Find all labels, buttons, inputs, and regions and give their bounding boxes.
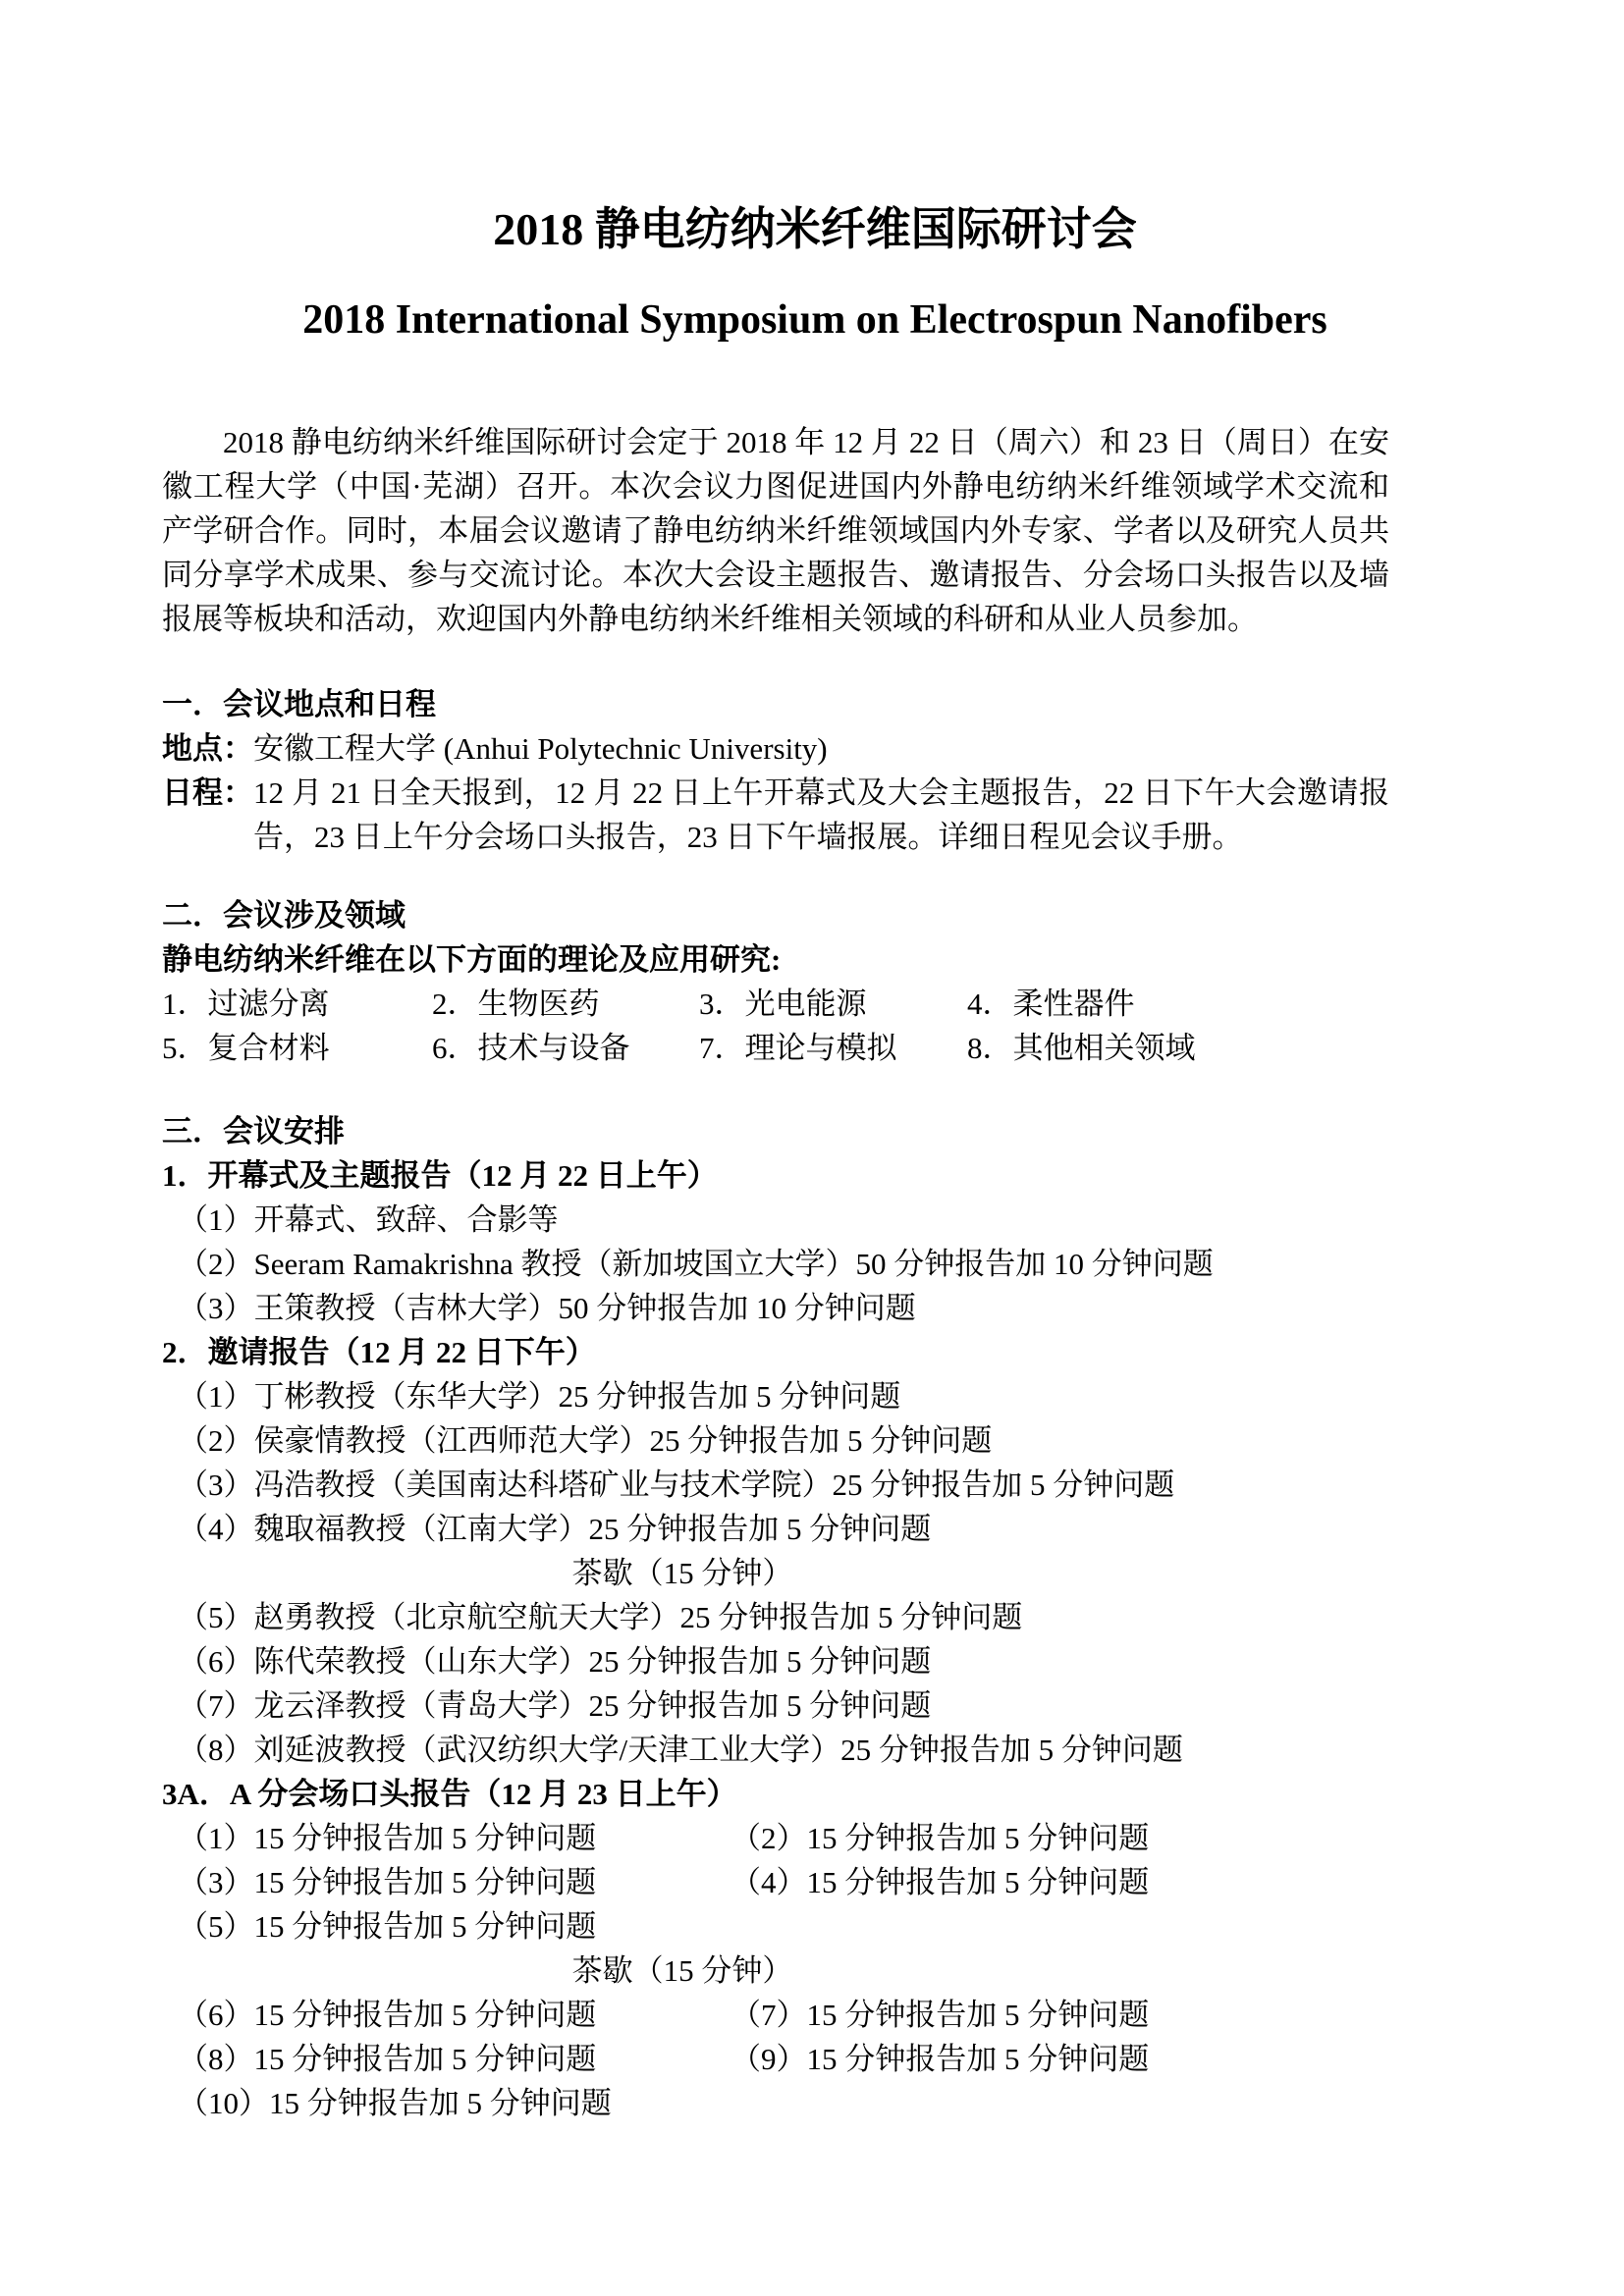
oral-row (162, 2081, 1389, 2125)
venue-value: 安徽工程大学 (Anhui Polytechnic University) (253, 731, 828, 766)
program-item: （6）陈代荣教授（山东大学）25 分钟报告加 5 分钟问题 (178, 1644, 932, 1679)
topic-item: 8．其他相关领域 (967, 1031, 1196, 1065)
topic-item: 6．技术与设备 (432, 1031, 630, 1065)
topics-row-1 (162, 982, 1389, 1026)
topic-item: 1．过滤分离 (162, 987, 330, 1021)
oral-item: （4）15 分钟报告加 5 分钟问题 (731, 1865, 1150, 1899)
oral-item: （7）15 分钟报告加 5 分钟问题 (731, 1998, 1150, 2032)
oral-row (162, 1904, 1389, 1949)
oral-item (731, 2081, 1389, 2125)
schedule-line (162, 771, 1389, 859)
section1-heading: 一．会议地点和日程 (162, 687, 436, 721)
venue-line (162, 726, 1389, 771)
oral-item: （3）15 分钟报告加 5 分钟问题 (178, 1865, 597, 1899)
oral-item: （5）15 分钟报告加 5 分钟问题 (178, 1909, 597, 1944)
section-fields (162, 893, 1389, 1070)
part1-heading: 1．开幕式及主题报告（12 月 22 日上午） (162, 1158, 718, 1193)
section-venue-schedule (162, 682, 1389, 859)
topics-row-2 (162, 1026, 1389, 1070)
program-item: （1）丁彬教授（东华大学）25 分钟报告加 5 分钟问题 (178, 1379, 901, 1414)
schedule-value: 12 月 21 日全天报到，12 月 22 日上午开幕式及大会主题报告，22 日下午大会邀请报告，23 日上午分会场口头报告，23 日下午墙报展。详细日程见会议手册。 (253, 775, 1389, 854)
topic-item: 2．生物医药 (432, 987, 600, 1021)
program-item: （3）冯浩教授（美国南达科塔矿业与技术学院）25 分钟报告加 5 分钟问题 (178, 1468, 1175, 1502)
part3a-heading: 3A．A 分会场口头报告（12 月 23 日上午） (162, 1777, 737, 1811)
program-item: （8）刘延波教授（武汉纺织大学/天津工业大学）25 分钟报告加 5 分钟问题 (178, 1733, 1183, 1767)
tea-break-line: 茶歇（15 分钟） (571, 1953, 793, 1988)
topic-item: 3．光电能源 (699, 987, 867, 1021)
program-item: （2）Seeram Ramakrishna 教授（新加坡国立大学）50 分钟报告加 10 分钟问题 (178, 1247, 1214, 1281)
topic-item: 4．柔性器件 (967, 987, 1135, 1021)
title-english: 2018 International Symposium on Electrospun Nanofibers (302, 297, 1327, 343)
tea-break-line: 茶歇（15 分钟） (571, 1556, 793, 1590)
section2-heading: 二．会议涉及领域 (162, 898, 406, 933)
program-item: （4）魏取福教授（江南大学）25 分钟报告加 5 分钟问题 (178, 1512, 932, 1546)
oral-row (162, 1860, 1389, 1904)
program-item: （1）开幕式、致辞、合影等 (178, 1202, 559, 1237)
part2-heading: 2．邀请报告（12 月 22 日下午） (162, 1335, 596, 1369)
schedule-label: 日程： (162, 775, 253, 810)
oral-item: （2）15 分钟报告加 5 分钟问题 (731, 1821, 1150, 1855)
oral-item (731, 1904, 1389, 1949)
section-program (162, 1109, 1389, 2125)
oral-row (162, 1993, 1389, 2037)
oral-item: （8）15 分钟报告加 5 分钟问题 (178, 2042, 597, 2076)
oral-row (162, 2037, 1389, 2081)
program-item: （5）赵勇教授（北京航空航天大学）25 分钟报告加 5 分钟问题 (178, 1600, 1023, 1634)
program-item: （3）王策教授（吉林大学）50 分钟报告加 10 分钟问题 (178, 1291, 916, 1325)
topic-item: 5．复合材料 (162, 1031, 330, 1065)
section2-subheading: 静电纺纳米纤维在以下方面的理论及应用研究: (162, 942, 782, 977)
oral-row (162, 1816, 1389, 1860)
topic-item: 7．理论与模拟 (699, 1031, 897, 1065)
program-item: （7）龙云泽教授（青岛大学）25 分钟报告加 5 分钟问题 (178, 1688, 932, 1723)
oral-item: （9）15 分钟报告加 5 分钟问题 (731, 2042, 1150, 2076)
venue-label: 地点： (162, 731, 253, 766)
section3-heading: 三．会议安排 (162, 1114, 345, 1148)
oral-item: （1）15 分钟报告加 5 分钟问题 (178, 1821, 597, 1855)
title-chinese: 2018 静电纺纳米纤维国际研讨会 (493, 204, 1137, 254)
intro-paragraph: 2018 静电纺纳米纤维国际研讨会定于 2018 年 12 月 22 日（周六）和 23 日（周日）在安徽工程大学（中国·芜湖）召开。本次会议力图促进国内外静电纺纳米纤维领域学术交流和产学研合作。同时，本届会议邀请了静电纺纳米纤维领域国内外专家、学者以及研究人员共同分享学术成果、参与交流讨论。本次大会设主题报告、邀请报告、分会场口头报告以及墙报展等板块和活动，欢迎国内外静电纺纳米纤维相关领域的科研和从业人员参加。 (162, 425, 1389, 636)
oral-item: （10）15 分钟报告加 5 分钟问题 (178, 2086, 612, 2120)
program-item: （2）侯豪情教授（江西师范大学）25 分钟报告加 5 分钟问题 (178, 1423, 993, 1458)
oral-item: （6）15 分钟报告加 5 分钟问题 (178, 1998, 597, 2032)
